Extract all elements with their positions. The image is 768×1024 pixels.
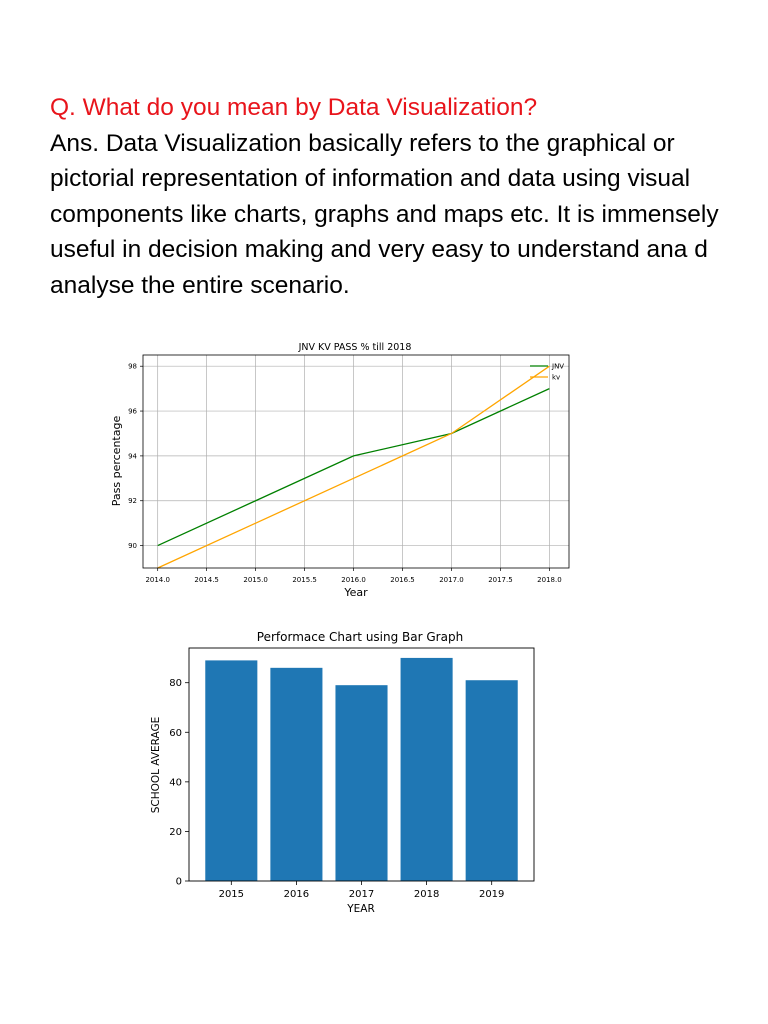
- line-chart-y-tick-label: 96: [128, 407, 137, 416]
- line-chart-x-tick-label: 2017.5: [488, 576, 513, 584]
- bar-chart-y-tick-label: 40: [169, 777, 182, 789]
- line-chart-x-tick-label: 2017.0: [439, 576, 464, 584]
- line-chart-x-tick-label: 2018.0: [537, 576, 562, 584]
- line-chart-x-tick-label: 2016.0: [341, 576, 366, 584]
- line-chart-y-tick-label: 94: [128, 452, 137, 461]
- answer-text: Ans. Data Visualization basically refers to the graphical or pictorial representation of information and data using visual components like charts, graphs and maps etc. It is immensely useful in decision making and very easy to understand ana d analyse the entire scenario.: [50, 130, 719, 299]
- line-chart-y-axis-label: Pass percentage: [110, 415, 123, 507]
- legend-label-kv: kv: [552, 373, 561, 382]
- bar-chart-x-tick-label: 2017: [348, 889, 375, 900]
- bar-2018: [401, 658, 453, 881]
- bar-2017: [335, 685, 387, 881]
- bar-chart-y-tick-label: 60: [169, 727, 182, 739]
- bar-chart-y-tick-label: 0: [175, 876, 182, 888]
- line-chart-y-tick-label: 98: [128, 362, 137, 371]
- line-chart-x-tick-label: 2014.5: [194, 576, 219, 584]
- bar-chart-y-tick-label: 20: [169, 826, 182, 838]
- line-chart-x-tick-label: 2015.5: [292, 576, 317, 584]
- line-chart-x-tick-label: 2014.0: [145, 576, 170, 584]
- bar-chart-y-tick-label: 80: [169, 678, 182, 690]
- question-text: Q. What do you mean by Data Visualization?: [50, 94, 538, 121]
- legend-label-jnv: JNV: [552, 362, 565, 371]
- line-chart-x-tick-label: 2015.0: [243, 576, 268, 584]
- bar-2015: [205, 660, 257, 881]
- bar-chart-x-axis-label: YEAR: [347, 903, 375, 915]
- bar-chart-x-tick-label: 2018: [413, 889, 440, 900]
- bar-chart-x-tick-label: 2016: [283, 889, 310, 900]
- line-chart-title: JNV KV PASS % till 2018: [298, 342, 412, 353]
- line-chart-x-axis-label: Year: [344, 586, 368, 599]
- bar-2016: [270, 668, 322, 881]
- bar-chart-x-tick-label: 2019: [478, 889, 505, 900]
- bar-chart-x-tick-label: 2015: [218, 889, 245, 900]
- bar-2019: [466, 680, 518, 881]
- bar-chart-y-axis-label: SCHOOL AVERAGE: [150, 716, 162, 814]
- line-chart-y-tick-label: 90: [128, 542, 137, 551]
- line-chart-y-tick-label: 92: [128, 497, 137, 506]
- bar-chart-title: Performace Chart using Bar Graph: [256, 630, 464, 644]
- line-chart-x-tick-label: 2016.5: [390, 576, 415, 584]
